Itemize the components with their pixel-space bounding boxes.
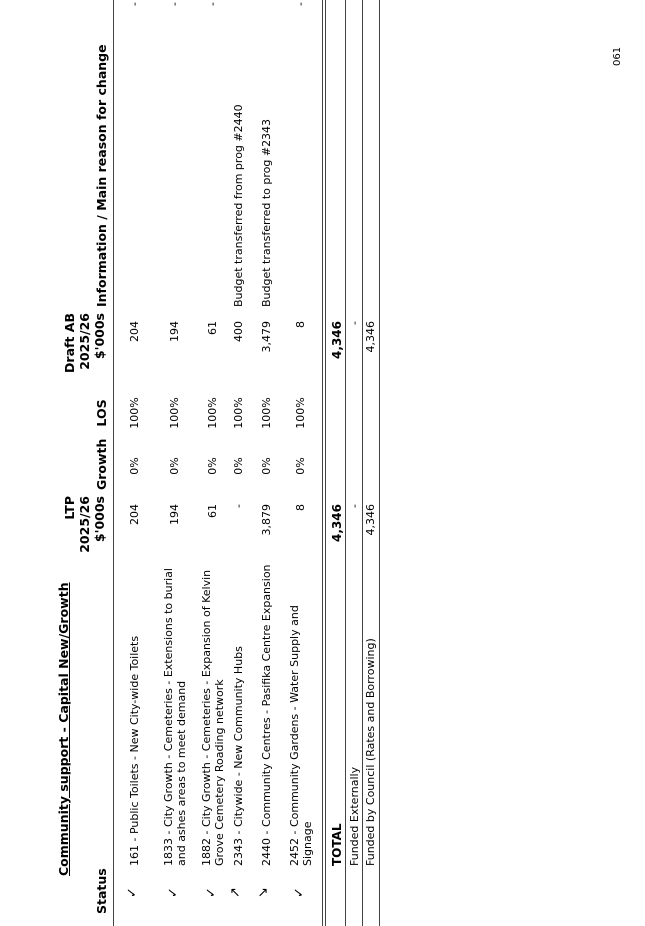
body-rule [322,0,323,926]
project-name: 2452 - Community Gardens - Water Supply and Signage [288,605,314,866]
project-name: 161 - Public Toilets - New City-wide Toilets [128,635,141,866]
funded-council-rule [379,0,380,926]
ltp-value: - [232,504,245,508]
header-rule [113,0,114,926]
project-name: 1882 - City Growth - Cemeteries - Expansion of Kelvin Grove Cemetery Roading network [200,569,226,866]
funded-council-ltp: 4,346 [364,504,377,536]
draft-value: 400 [232,321,245,342]
info-value: - [206,2,219,6]
info-value: - [168,2,181,6]
info-value: - [294,2,307,6]
page-title: Community support - Capital New/Growth [56,582,71,876]
info-value: - [128,2,141,6]
growth-value: 0% [232,457,245,475]
project-name: 2440 - Community Centres - Pasifika Centre Expansion [260,564,273,866]
header-info: Information / Main reason for change [94,44,109,307]
growth-value: 0% [206,457,219,475]
los-value: 100% [206,397,219,429]
status-arrow-up-icon: ↗ [228,887,243,898]
info-value: Budget transferred from prog #2440 [232,104,245,307]
total-ltp: 4,346 [330,504,344,542]
funded-council-draft: 4,346 [364,321,377,353]
project-name: 1833 - City Growth - Cemeteries - Extensions to burial and ashes areas to meet demand [162,568,188,866]
draft-value: 8 [294,321,307,328]
draft-value: 61 [206,321,219,335]
page-number: 061 [612,46,623,66]
header-los: LOS [94,399,109,427]
status-check-icon: ✓ [204,887,219,898]
funded-council-label: Funded by Council (Rates and Borrowing) [364,638,377,866]
header-growth: Growth [94,438,109,490]
ltp-value: 8 [294,504,307,511]
status-check-icon: ✓ [292,887,307,898]
body-rule-double [325,0,326,926]
status-arrow-down-icon: ↘ [256,887,271,898]
funded-externally-rule [362,0,363,926]
info-value: Budget transferred to prog #2343 [260,118,273,307]
header-ltp: LTP 2025/26 $'000s [62,496,107,553]
total-rule [345,0,346,926]
growth-value: 0% [260,457,273,475]
draft-value: 3,479 [260,321,273,353]
funded-externally-ltp: - [348,504,361,508]
ltp-value: 204 [128,504,141,525]
draft-value: 194 [168,321,181,342]
growth-value: 0% [168,457,181,475]
total-draft: 4,346 [330,321,344,359]
los-value: 100% [294,397,307,429]
status-check-icon: ✓ [125,887,140,898]
growth-value: 0% [128,457,141,475]
draft-value: 204 [128,321,141,342]
total-label: TOTAL [330,823,344,866]
status-check-icon: ✓ [166,887,181,898]
ltp-value: 194 [168,504,181,525]
los-value: 100% [128,397,141,429]
project-name: 2343 - Citywide - New Community Hubs [232,646,245,866]
funded-externally-label: Funded Externally [348,766,361,866]
los-value: 100% [260,397,273,429]
header-status: Status [94,868,109,914]
ltp-value: 3,879 [260,504,273,536]
los-value: 100% [168,397,181,429]
ltp-value: 61 [206,504,219,518]
funded-externally-draft: - [348,321,361,325]
los-value: 100% [232,397,245,429]
growth-value: 0% [294,457,307,475]
header-draft: Draft AB 2025/26 $'000s [62,313,107,373]
